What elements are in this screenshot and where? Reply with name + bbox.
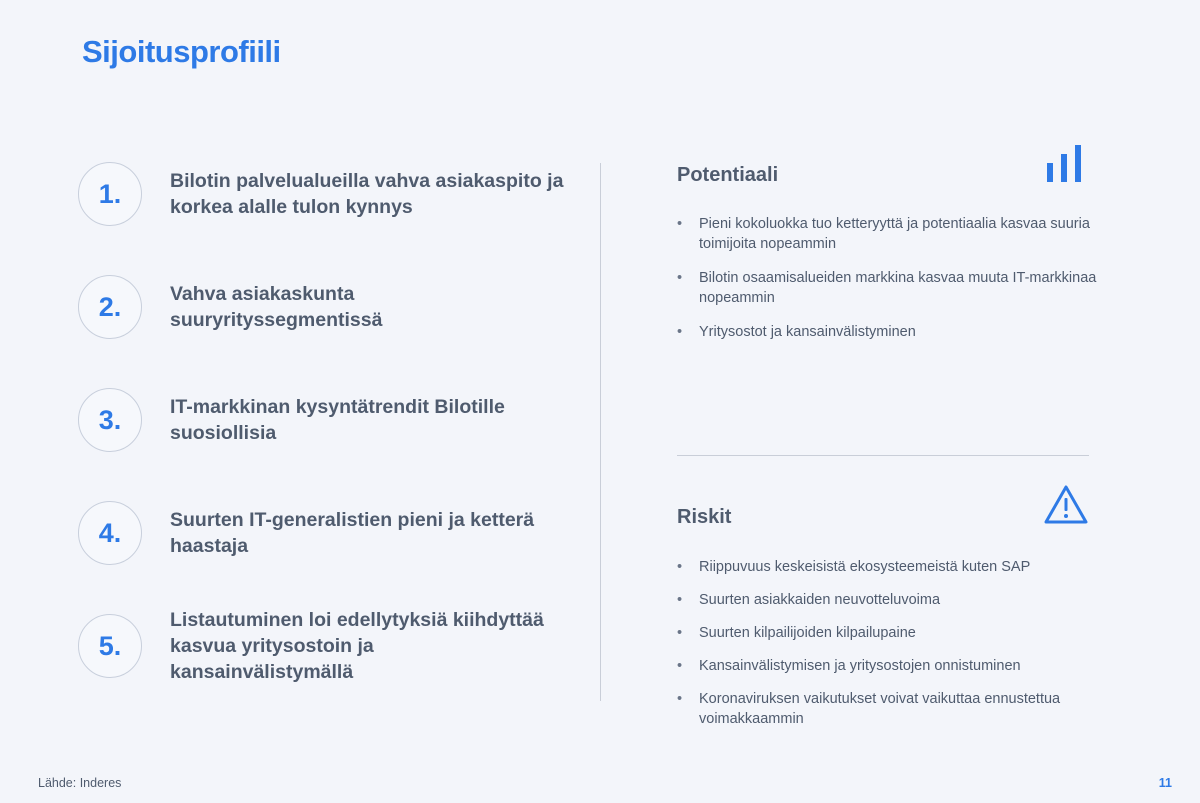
risk-bullet: • Koronaviruksen vaikutukset voivat vaikuttaa ennustettua voimakkaammin: [677, 689, 1097, 729]
profile-item: [78, 274, 598, 340]
item-number-badge: 4.: [78, 501, 142, 565]
profile-item: [78, 387, 598, 453]
risk-bullet: • Riippuvuus keskeisistä ekosysteemeistä kuten SAP: [677, 557, 1097, 577]
source-note: Lähde: Inderes: [38, 776, 122, 790]
page-title: Sijoitusprofiili: [82, 34, 281, 69]
potential-title: Potentiaali: [677, 164, 779, 186]
item-number-badge: 5.: [78, 614, 142, 678]
potential-list: [677, 214, 1097, 342]
item-text: Suurten IT-generalistien pieni ja ketterä haastaja: [170, 509, 535, 557]
vertical-divider: [600, 163, 601, 701]
profile-item: [78, 609, 598, 683]
risk-bullet: • Suurten kilpailijoiden kilpailupaine: [677, 623, 1097, 643]
risk-bullet: • Kansainvälistymisen ja yritysostojen onnistuminen: [677, 656, 1097, 676]
risks-title: Riskit: [677, 506, 732, 528]
item-text: IT-markkinan kysyntätrendit Bilotille suosiollisia: [170, 396, 505, 444]
potential-bullet: • Pieni kokoluokka tuo ketteryyttä ja potentiaalia kasvaa suuria toimijoita nopeammin: [677, 214, 1097, 254]
item-text: Bilotin palvelualueilla vahva asiakaspito ja korkea alalle tulon kynnys: [170, 170, 564, 218]
profile-item: [78, 161, 598, 227]
item-text: Vahva asiakaskunta suuryrityssegmentissä: [170, 283, 383, 331]
potential-bullet: • Yritysostot ja kansainvälistyminen: [677, 322, 1097, 342]
item-number-badge: 1.: [78, 162, 142, 226]
page-number: 11: [1158, 776, 1172, 790]
profile-item: [78, 500, 598, 566]
item-text: Listautuminen loi edellytyksiä kiihdyttää kasvua yritysostoin ja kansainvälistymällä: [170, 609, 544, 683]
potential-bullet: • Bilotin osaamisalueiden markkina kasvaa muuta IT-markkinaa nopeammin: [677, 268, 1097, 308]
bar-chart-icon: [1044, 143, 1088, 185]
risk-bullet: • Suurten asiakkaiden neuvotteluvoima: [677, 590, 1097, 610]
risks-list: [677, 557, 1097, 729]
item-number-badge: 2.: [78, 275, 142, 339]
item-number-badge: 3.: [78, 388, 142, 452]
warning-icon: [1043, 484, 1089, 526]
section-divider: [677, 455, 1089, 456]
